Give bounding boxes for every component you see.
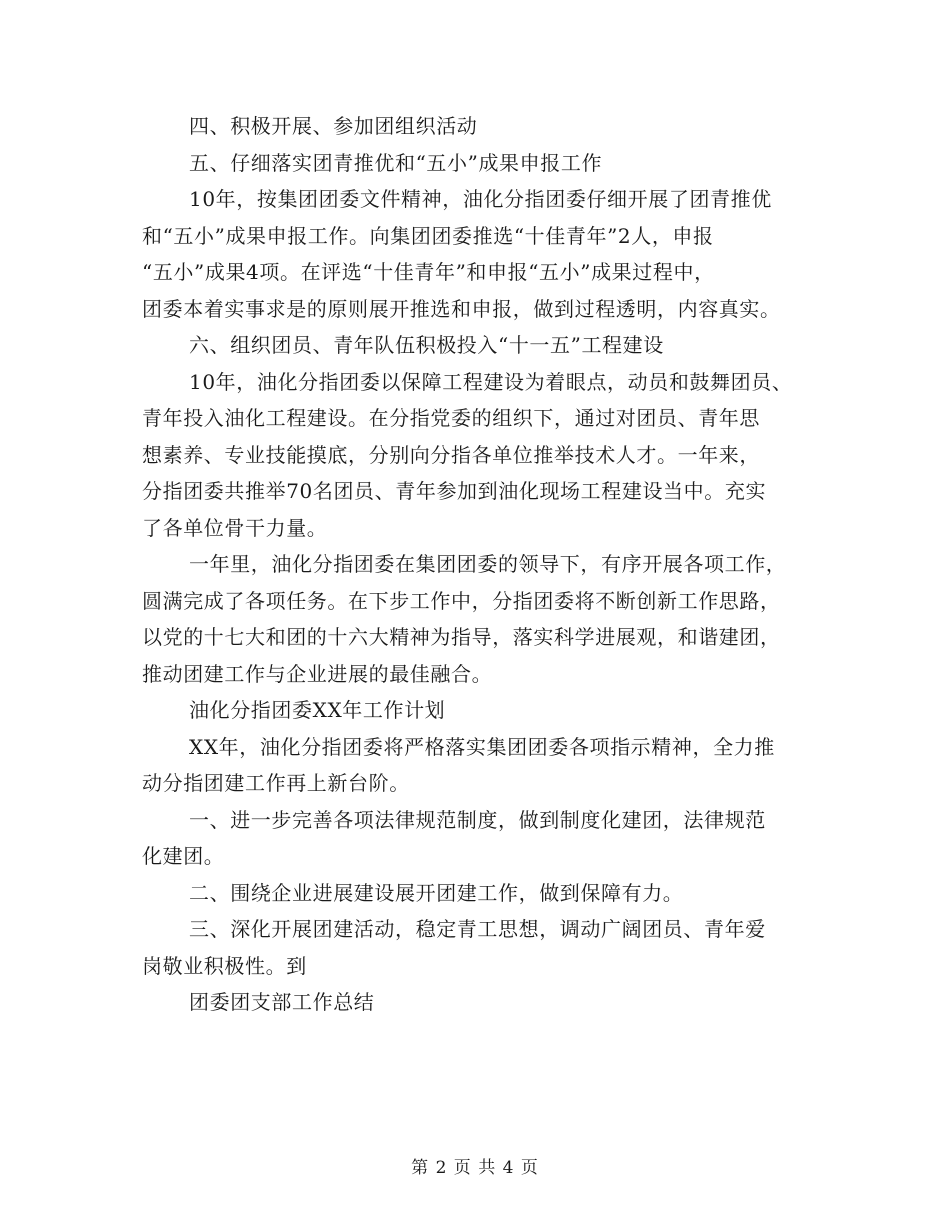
text-line: 圆满完成了各项任务。在下步工作中，分指团委将不断创新工作思路， xyxy=(142,588,781,613)
text-line: 动分指团建工作再上新台阶。 xyxy=(142,771,410,795)
text-line: 团委本着实事求是的原则展开推选和申报，做到过程透明，内容真实。 xyxy=(142,296,781,321)
text-line: 和“五小”成果申报工作。向集团团委推选“十佳青年”2人，申报 xyxy=(142,223,714,248)
text-line: 分指团委共推举70名团员、青年参加到油化现场工程建设当中。充实 xyxy=(142,479,767,503)
text-line: 团委团支部工作总结 xyxy=(189,990,375,1014)
text-line: 10年，按集团团委文件精神，油化分指团委仔细开展了团青推优 xyxy=(189,187,772,211)
text-line: 一、进一步完善各项法律规范制度，做到制度化建团，法律规范 xyxy=(189,807,766,832)
text-line: 化建团。 xyxy=(142,844,225,868)
text-line: 一年里，油化分指团委在集团团委的领导下，有序开展各项工作， xyxy=(189,552,787,576)
text-line: 想素养、专业技能摸底，分别向分指各单位推举技术人才。一年来， xyxy=(142,442,760,467)
text-line: “五小”成果4项。在评选“十佳青年”和申报“五小”成果过程中， xyxy=(142,260,715,284)
text-line: 五、仔细落实团青推优和“五小”成果申报工作 xyxy=(189,150,603,175)
text-line: 岗敬业积极性。到 xyxy=(142,953,307,978)
text-line: 二、围绕企业进展建设展开团建工作，做到保障有力。 xyxy=(189,880,684,905)
text-line: 六、组织团员、青年队伍积极投入“十一五”工程建设 xyxy=(189,333,664,357)
text-line: 10年，油化分指团委以保障工程建设为着眼点，动员和鼓舞团员、 xyxy=(189,369,793,394)
page-footer: 第 2 页 共 4 页 xyxy=(411,1158,539,1178)
text-line: 了各单位骨干力量。 xyxy=(142,515,328,540)
text-line: 四、积极开展、参加团组织活动 xyxy=(189,114,478,138)
document-body xyxy=(142,108,810,1021)
text-line: XX年，油化分指团委将严格落实集团团委各项指示精神，全力推 xyxy=(189,734,775,759)
text-line: 推动团建工作与企业进展的最佳融合。 xyxy=(142,661,493,686)
text-line: 以党的十七大和团的十六大精神为指导，落实科学进展观，和谐建团， xyxy=(142,625,781,649)
text-line: 油化分指团委XX年工作计划 xyxy=(189,698,446,722)
text-line: 三、深化开展团建活动，稳定青工思想，调动广阔团员、青年爱 xyxy=(189,917,766,941)
text-line: 青年投入油化工程建设。在分指党委的组织下，通过对团员、青年思 xyxy=(142,406,760,430)
